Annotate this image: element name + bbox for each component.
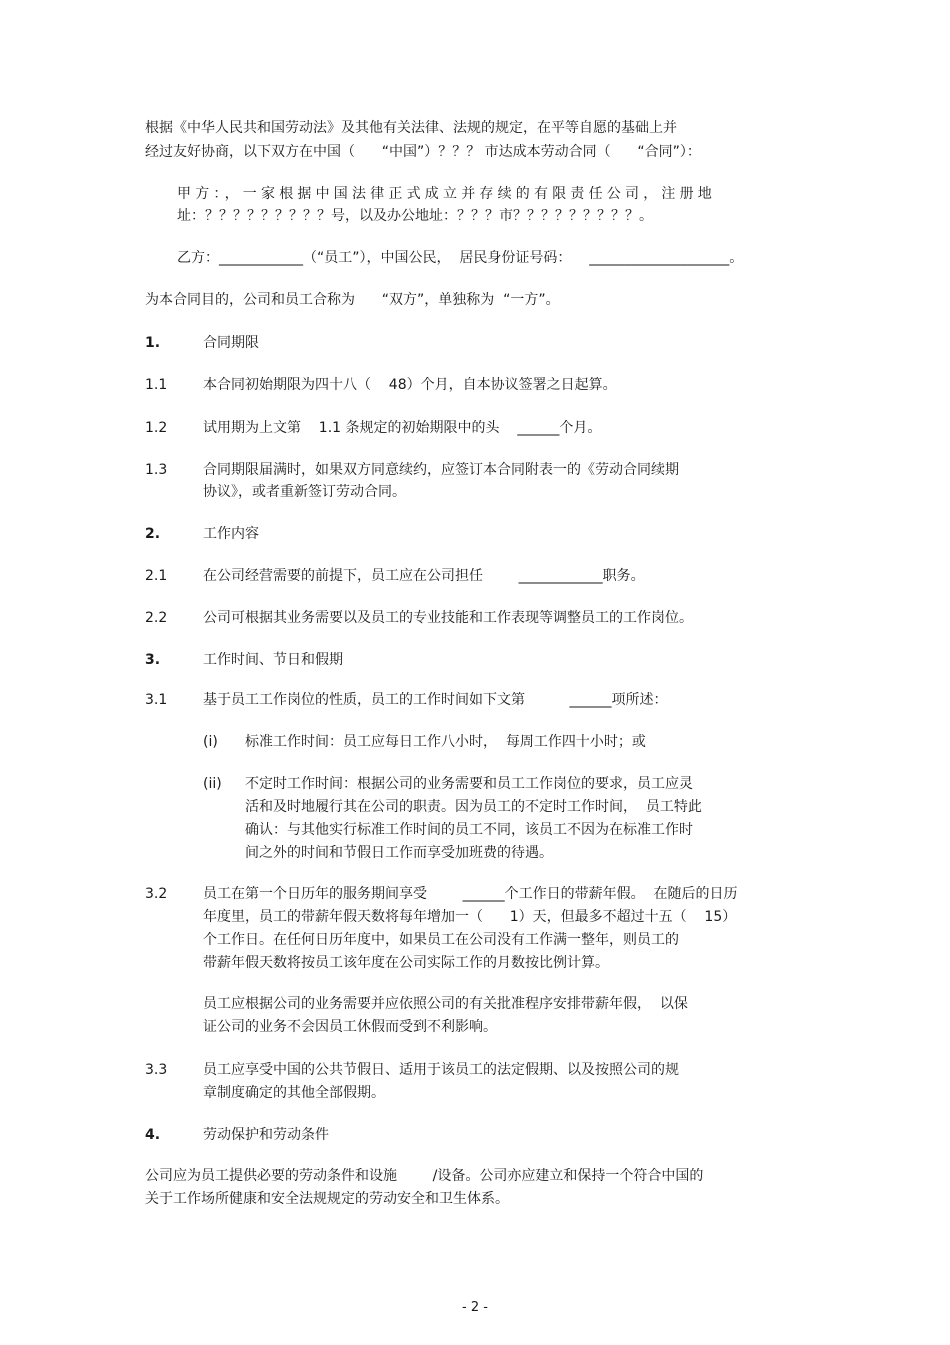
- clause-1-1-text: 本合同初始期限为四十八（ 48）个月，自本协议签署之日起算。: [203, 377, 617, 393]
- clause-3-1-text: 基于员工工作岗位的性质，员工的工作时间如下文第 ______项所述：: [203, 692, 668, 708]
- intro-line-1: 根据《中华人民共和国劳动法》及其他有关法律、法规的规定，在平等自愿的基础上并: [145, 120, 677, 136]
- clause-1-3-line-2: 协议》，或者重新签订劳动合同。: [203, 484, 406, 500]
- section-1-number: 1.: [145, 335, 161, 351]
- clause-2-1-text: 在公司经营需要的前提下，员工应在公司担任 ____________职务。: [203, 568, 645, 584]
- clause-3-3-line-1: 员工应享受中国的公共节假日、适用于该员工的法定假期、以及按照公司的规: [203, 1062, 679, 1078]
- section-1-title: 合同期限: [203, 335, 259, 351]
- clause-2-2-number: 2.2: [145, 610, 168, 626]
- section-3-title: 工作时间、节日和假期: [203, 652, 343, 668]
- clause-3-1-number: 3.1: [145, 692, 168, 708]
- clause-2-1-number: 2.1: [145, 568, 168, 584]
- section-3-number: 3.: [145, 652, 161, 668]
- clause-3-2-line-4: 带薪年假天数将按员工该年度在公司实际工作的月数按比例计算。: [203, 955, 609, 971]
- page-number: - 2 -: [462, 1300, 488, 1315]
- clause-1-3-line-1: 合同期限届满时，如果双方同意续约，应签订本合同附表一的《劳动合同续期: [203, 462, 679, 478]
- party-a-line-1: 甲方：，一家根据中国法律正式成立并存续的有限责任公司，注册地: [177, 186, 716, 202]
- closing-line-1: 公司应为员工提供必要的劳动条件和设施 /设备。公司亦应建立和保持一个符合中国的: [145, 1168, 704, 1184]
- clause-3-1-i-text: 标准工作时间：员工应每日工作八小时， 每周工作四十小时；或: [245, 734, 646, 750]
- clause-3-2-line-3: 个工作日。在任何日历年度中，如果员工在公司没有工作满一整年，则员工的: [203, 932, 679, 948]
- clause-2-2-text: 公司可根据其业务需要以及员工的专业技能和工作表现等调整员工的工作岗位。: [203, 610, 693, 626]
- clause-1-2-text: 试用期为上文第 1.1 条规定的初始期限中的头 ______个月。: [203, 420, 602, 436]
- clause-1-1-number: 1.1: [145, 377, 168, 393]
- section-2-title: 工作内容: [203, 526, 259, 542]
- section-4-number: 4.: [145, 1127, 161, 1143]
- clause-3-1-ii-line-2: 活和及时地履行其在公司的职责。因为员工的不定时工作时间， 员工特此: [245, 799, 702, 815]
- intro-line-2: 经过友好协商，以下双方在中国（ “中国”）？？？ 市达成本劳动合同（ “合同”）：: [145, 144, 701, 160]
- section-2-number: 2.: [145, 526, 161, 542]
- closing-line-2: 关于工作场所健康和安全法规规定的劳动安全和卫生体系。: [145, 1191, 509, 1207]
- party-b-line: 乙方：____________（“员工”），中国公民， 居民身份证号码： ____________________。: [177, 250, 744, 266]
- clause-3-2-para-2-line-2: 证公司的业务不会因员工休假而受到不利影响。: [203, 1019, 497, 1035]
- party-a-line-2: 址：？？？？？？？？？号，以及办公地址：？？？市？？？？？？？？？。: [177, 208, 653, 224]
- clause-3-2-number: 3.2: [145, 886, 168, 902]
- clause-3-2-line-1: 员工在第一个日历年的服务期间享受 ______个工作日的带薪年假。 在随后的日历: [203, 886, 738, 902]
- clause-3-1-ii-line-3: 确认：与其他实行标准工作时间的员工不同，该员工不因为在标准工作时: [245, 822, 693, 838]
- collective-name-line: 为本合同目的，公司和员工合称为 “双方”，单独称为 “一方”。: [145, 292, 560, 308]
- clause-3-1-ii-number: (ii): [203, 776, 222, 792]
- clause-3-2-para-2-line-1: 员工应根据公司的业务需要并应依照公司的有关批准程序安排带薪年假， 以保: [203, 996, 688, 1012]
- clause-1-2-number: 1.2: [145, 420, 168, 436]
- clause-3-3-line-2: 章制度确定的其他全部假期。: [203, 1085, 385, 1101]
- clause-3-1-ii-line-4: 间之外的时间和节假日工作而享受加班费的待遇。: [245, 845, 553, 861]
- clause-3-1-i-number: (i): [203, 734, 218, 750]
- clause-1-3-number: 1.3: [145, 462, 168, 478]
- section-4-title: 劳动保护和劳动条件: [203, 1127, 329, 1143]
- clause-3-2-line-2: 年度里，员工的带薪年假天数将每年增加一（ 1）天，但最多不超过十五（ 15）: [203, 909, 737, 925]
- clause-3-3-number: 3.3: [145, 1062, 168, 1078]
- clause-3-1-ii-line-1: 不定时工作时间：根据公司的业务需要和员工工作岗位的要求，员工应灵: [245, 776, 693, 792]
